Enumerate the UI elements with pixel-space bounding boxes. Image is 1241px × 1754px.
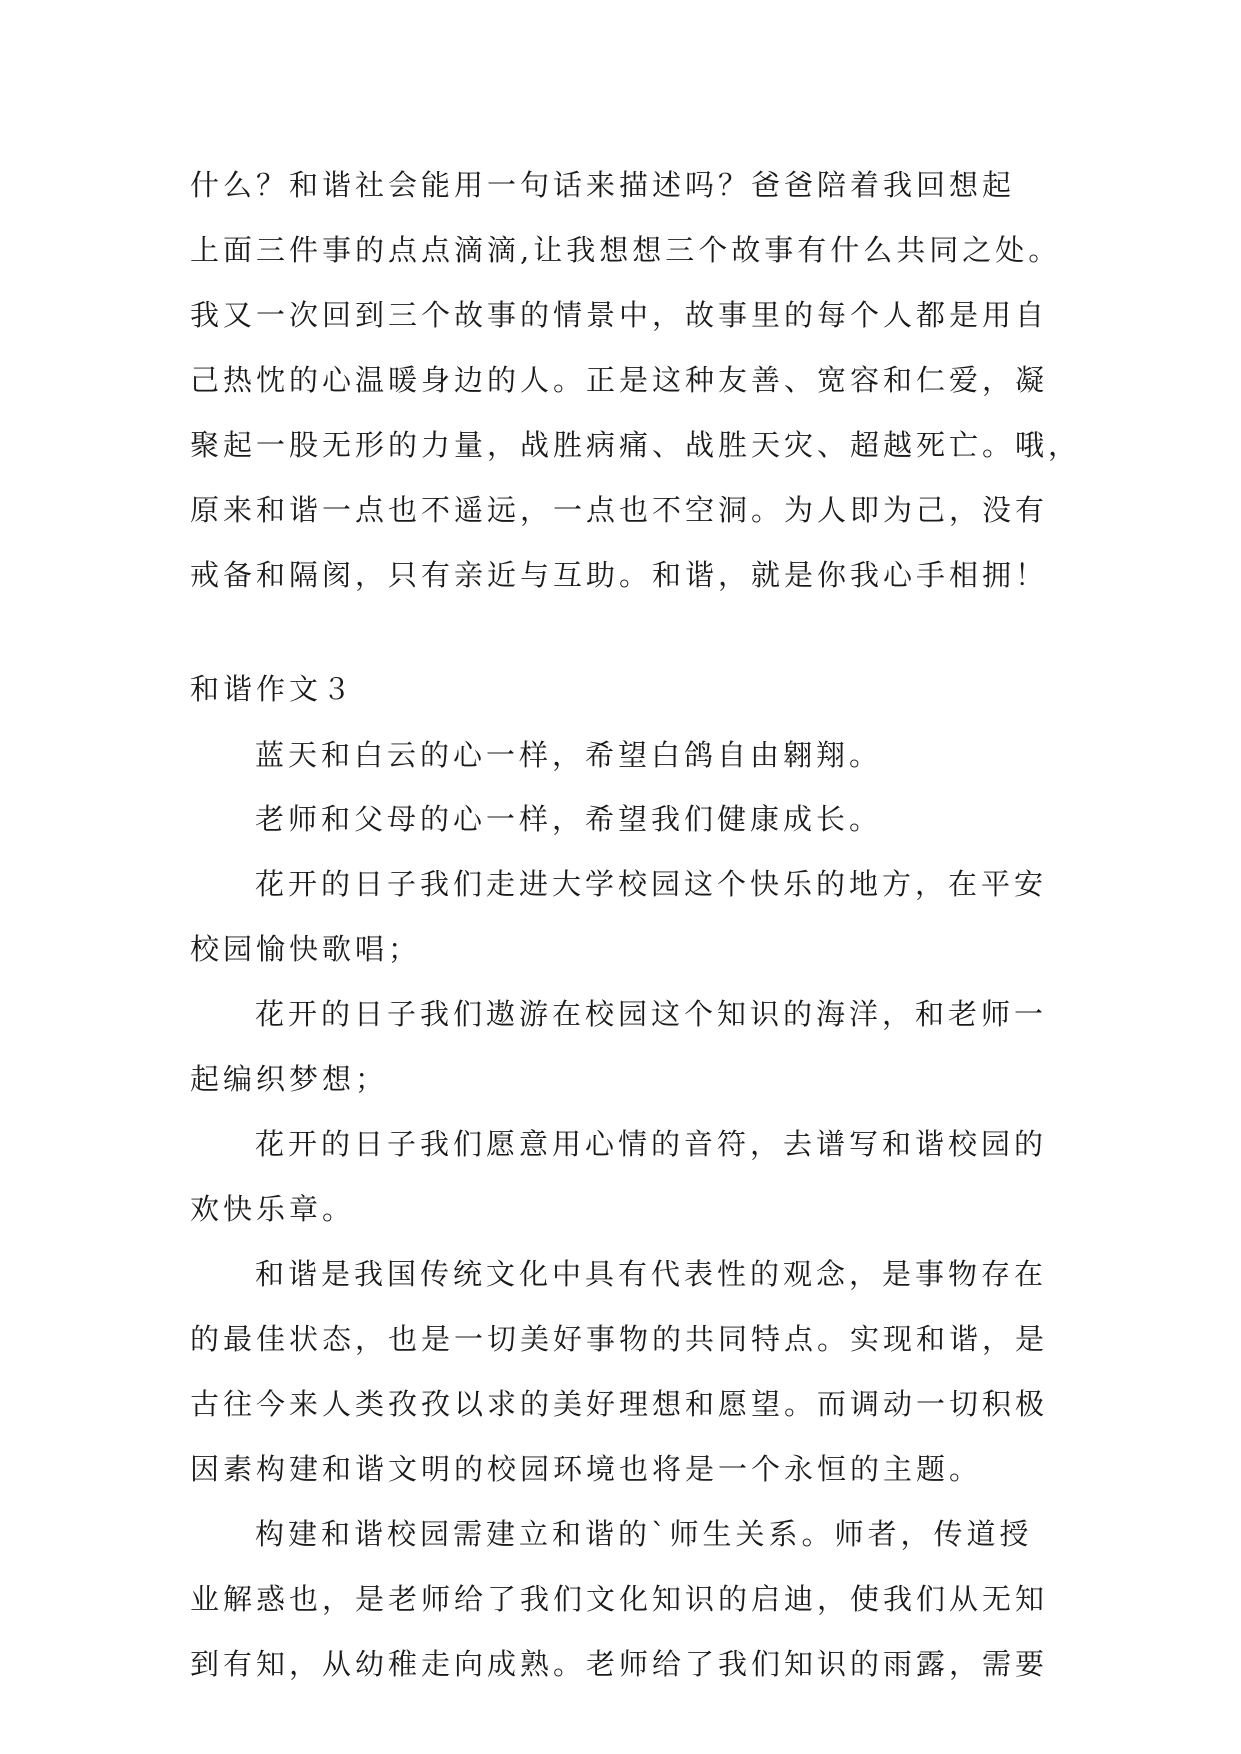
- paragraph-line: 古往今来人类孜孜以求的美好理想和愿望。而调动一切积极: [190, 1387, 1049, 1421]
- paragraph-line: 戒备和隔阂，只有亲近与互助。和谐，就是你我心手相拥！: [190, 558, 1049, 592]
- paragraph-line: 因素构建和谐文明的校园环境也将是一个永恒的主题。: [190, 1452, 983, 1486]
- paragraph-line: 聚起一股无形的力量，战胜病痛、战胜天灾、超越死亡。哦，: [190, 428, 1082, 462]
- paragraph-line: 起编织梦想；: [190, 1062, 389, 1096]
- paragraph-line: 花开的日子我们愿意用心情的音符，去谱写和谐校园的: [255, 1127, 1048, 1161]
- paragraph-line: 己热忱的心温暖身边的人。正是这种友善、宽容和仁爱，凝: [190, 363, 1049, 397]
- paragraph-line: 原来和谐一点也不遥远，一点也不空洞。为人即为己，没有: [190, 493, 1049, 527]
- paragraph-line: 上面三件事的点点滴滴,让我想想三个故事有什么共同之处。: [190, 233, 1062, 267]
- paragraph-line: 什么？和谐社会能用一句话来描述吗？爸爸陪着我回想起: [190, 168, 1016, 202]
- paragraph-line: 老师和父母的心一样，希望我们健康成长。: [255, 802, 883, 836]
- paragraph-line: 校园愉快歌唱；: [190, 932, 422, 966]
- paragraph-line: 和谐是我国传统文化中具有代表性的观念，是事物存在: [255, 1257, 1048, 1291]
- paragraph-line: 花开的日子我们遨游在校园这个知识的海洋，和老师一: [255, 997, 1048, 1031]
- paragraph-line: 业解惑也，是老师给了我们文化知识的启迪，使我们从无知: [190, 1582, 1049, 1616]
- section-heading: 和谐作文３: [190, 672, 356, 706]
- paragraph-line: 到有知，从幼稚走向成熟。老师给了我们知识的雨露，需要: [190, 1647, 1049, 1681]
- paragraph-line: 我又一次回到三个故事的情景中，故事里的每个人都是用自: [190, 298, 1049, 332]
- paragraph-line: 蓝天和白云的心一样，希望白鸽自由翱翔。: [255, 738, 883, 772]
- paragraph-line: 花开的日子我们走进大学校园这个快乐的地方，在平安: [255, 867, 1048, 901]
- paragraph-line: 的最佳状态，也是一切美好事物的共同特点。实现和谐，是: [190, 1322, 1049, 1356]
- paragraph-line: 构建和谐校园需建立和谐的`师生关系。师者，传道授: [255, 1517, 1033, 1551]
- paragraph-line: 欢快乐章。: [190, 1192, 356, 1226]
